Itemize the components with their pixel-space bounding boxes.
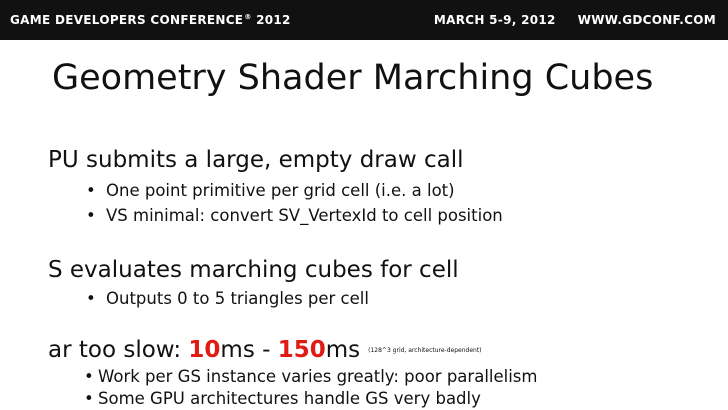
bullet-text: Outputs 0 to 5 triangles per cell	[106, 289, 369, 308]
bullet-item	[84, 389, 481, 408]
registered-mark: ®	[244, 13, 252, 21]
conference-url: WWW.GDCONF.COM	[577, 13, 716, 27]
bullet-item	[86, 181, 455, 200]
time-max: 150	[277, 337, 326, 363]
bullet-item	[84, 367, 537, 386]
conference-dates: MARCH 5-9, 2012	[433, 13, 556, 27]
section-heading-2: S evaluates marching cubes for cell	[48, 257, 459, 283]
bullet-item	[86, 206, 503, 225]
unit-max: ms	[325, 337, 361, 363]
bullet-dot: •	[84, 367, 94, 386]
conference-name	[10, 13, 291, 27]
slide-title: Geometry Shader Marching Cubes	[52, 58, 654, 98]
bullet-text: VS minimal: convert SV_VertexId to cell position	[106, 206, 503, 225]
bullet-text: Work per GS instance varies greatly: poor parallelism	[98, 367, 538, 386]
heading-prefix: ar too slow:	[48, 337, 189, 363]
conference-year: 2012	[256, 13, 291, 27]
grid-note: (128^3 grid, architecture-dependent)	[368, 347, 482, 354]
header-right	[434, 13, 716, 27]
conference-title: GAME DEVELOPERS CONFERENCE	[10, 13, 244, 27]
bullet-dot: •	[86, 289, 96, 308]
bullet-dot: •	[84, 389, 94, 408]
section-heading-1: PU submits a large, empty draw call	[48, 147, 464, 173]
bullet-text: One point primitive per grid cell (i.e. a lot)	[106, 181, 455, 200]
time-min: 10	[188, 337, 221, 363]
unit-min: ms -	[220, 337, 278, 363]
bullet-dot: •	[86, 181, 96, 200]
section-heading-3	[48, 337, 482, 363]
bullet-dot: •	[86, 206, 96, 225]
bullet-text: Some GPU architectures handle GS very badly	[98, 389, 481, 408]
bullet-item	[86, 289, 369, 308]
header-bar	[0, 0, 728, 40]
